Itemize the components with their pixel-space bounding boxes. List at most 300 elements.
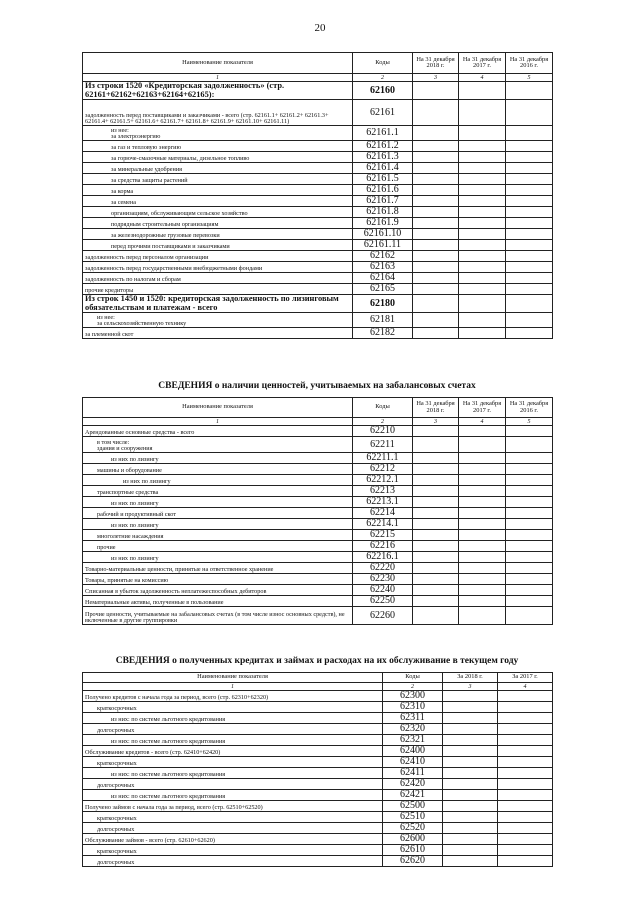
value-cell[interactable] bbox=[413, 596, 459, 607]
row-label: из них по лизингу bbox=[83, 552, 353, 563]
value-cell[interactable] bbox=[459, 262, 506, 273]
row-code: 62421 bbox=[383, 790, 443, 801]
column-number: 5 bbox=[506, 418, 553, 426]
table-row bbox=[83, 313, 553, 328]
value-cell[interactable] bbox=[443, 691, 498, 702]
value-cell[interactable] bbox=[498, 768, 553, 779]
table-row bbox=[83, 735, 553, 746]
table-row bbox=[83, 530, 553, 541]
table-row bbox=[83, 185, 553, 196]
row-code: 62321 bbox=[383, 735, 443, 746]
page-number: 20 bbox=[314, 22, 326, 34]
table-row bbox=[83, 757, 553, 768]
row-code: 62161 bbox=[353, 100, 413, 126]
value-cell[interactable] bbox=[498, 801, 553, 812]
row-code: 62216 bbox=[353, 541, 413, 552]
value-cell[interactable] bbox=[459, 284, 506, 295]
value-cell[interactable] bbox=[413, 141, 459, 152]
row-label: из них: по системе льготного кредитования bbox=[83, 735, 383, 746]
value-cell[interactable] bbox=[459, 541, 506, 552]
column-number: 4 bbox=[459, 418, 506, 426]
header-2018: На 31 декабря 2018 г. bbox=[413, 398, 459, 418]
row-label: многолетние насаждения bbox=[83, 530, 353, 541]
row-label: краткосрочных bbox=[83, 812, 383, 823]
value-cell[interactable] bbox=[506, 185, 553, 196]
value-cell[interactable] bbox=[413, 174, 459, 185]
column-number: 1 bbox=[83, 418, 353, 426]
value-cell[interactable] bbox=[443, 845, 498, 856]
value-cell[interactable] bbox=[459, 464, 506, 475]
column-number: 4 bbox=[459, 74, 506, 82]
value-cell[interactable] bbox=[413, 218, 459, 229]
table-row bbox=[83, 552, 553, 563]
row-label: Получено займов с начала года за период, всего (стр. 62510+62520) bbox=[83, 801, 383, 812]
value-cell[interactable] bbox=[459, 218, 506, 229]
row-label: из них по лизингу bbox=[83, 497, 353, 508]
row-label: из них по лизингу bbox=[83, 453, 353, 464]
table-row bbox=[83, 691, 553, 702]
value-cell[interactable] bbox=[413, 530, 459, 541]
table-row bbox=[83, 218, 553, 229]
row-label: задолженность по налогам и сборам bbox=[83, 273, 353, 284]
row-code: 62250 bbox=[353, 596, 413, 607]
value-cell[interactable] bbox=[459, 585, 506, 596]
row-label: за племенной скот bbox=[83, 328, 353, 339]
value-cell[interactable] bbox=[443, 713, 498, 724]
value-cell[interactable] bbox=[459, 207, 506, 218]
value-cell[interactable] bbox=[506, 607, 553, 625]
value-cell[interactable] bbox=[506, 218, 553, 229]
row-label: долгосрочных bbox=[83, 779, 383, 790]
table-row bbox=[83, 207, 553, 218]
row-code: 62161.11 bbox=[353, 240, 413, 251]
table-row bbox=[83, 596, 553, 607]
value-cell[interactable] bbox=[413, 163, 459, 174]
row-label: за горюче-смазочные материалы, дизельное топливо bbox=[83, 152, 353, 163]
value-cell[interactable] bbox=[443, 801, 498, 812]
table-row bbox=[83, 563, 553, 574]
value-cell[interactable] bbox=[459, 240, 506, 251]
value-cell[interactable] bbox=[506, 574, 553, 585]
value-cell[interactable] bbox=[459, 141, 506, 152]
value-cell[interactable] bbox=[506, 453, 553, 464]
value-cell[interactable] bbox=[459, 313, 506, 328]
value-cell[interactable] bbox=[506, 196, 553, 207]
value-cell[interactable] bbox=[413, 207, 459, 218]
row-label: за корма bbox=[83, 185, 353, 196]
table-row bbox=[83, 437, 553, 453]
table-row bbox=[83, 464, 553, 475]
section-title-off-balance: СВЕДЕНИЯ о наличии ценностей, учитываемых на забалансовых счетах bbox=[158, 381, 476, 391]
value-cell[interactable] bbox=[498, 823, 553, 834]
value-cell[interactable] bbox=[459, 185, 506, 196]
section-title-credits: СВЕДЕНИЯ о полученных кредитах и займах и расходах на их обслуживание в текущем году bbox=[115, 656, 519, 666]
row-code: 62161.5 bbox=[353, 174, 413, 185]
row-code: 62230 bbox=[353, 574, 413, 585]
row-label: за минеральные удобрения bbox=[83, 163, 353, 174]
value-cell[interactable] bbox=[443, 724, 498, 735]
value-cell[interactable] bbox=[413, 585, 459, 596]
value-cell[interactable] bbox=[506, 100, 553, 126]
table-row bbox=[83, 426, 553, 437]
row-label: из них: по системе льготного кредитования bbox=[83, 768, 383, 779]
value-cell[interactable] bbox=[506, 174, 553, 185]
value-cell[interactable] bbox=[459, 607, 506, 625]
table-row bbox=[83, 475, 553, 486]
value-cell[interactable] bbox=[413, 508, 459, 519]
value-cell[interactable] bbox=[459, 174, 506, 185]
header-2017: На 31 декабря 2017 г. bbox=[459, 53, 506, 74]
row-label: прочие кредиторы bbox=[83, 284, 353, 295]
row-label: Товарно-материальные ценности, принятые на ответственное хранение bbox=[83, 563, 353, 574]
row-label: долгосрочных bbox=[83, 823, 383, 834]
row-label: из нее: за сельскохозяйственную технику bbox=[83, 313, 353, 328]
row-label: за железнодорожные грузовые перевозки bbox=[83, 229, 353, 240]
value-cell[interactable] bbox=[506, 273, 553, 284]
value-cell[interactable] bbox=[498, 779, 553, 790]
table-row bbox=[83, 486, 553, 497]
value-cell[interactable] bbox=[459, 552, 506, 563]
header-name: Наименование показателя bbox=[83, 398, 353, 418]
value-cell[interactable] bbox=[413, 313, 459, 328]
value-cell[interactable] bbox=[459, 328, 506, 339]
column-numbers-row bbox=[83, 683, 553, 691]
row-code: 62210 bbox=[353, 426, 413, 437]
value-cell[interactable] bbox=[506, 426, 553, 437]
value-cell[interactable] bbox=[506, 229, 553, 240]
value-cell[interactable] bbox=[459, 295, 506, 313]
value-cell[interactable] bbox=[498, 790, 553, 801]
row-code: 62620 bbox=[383, 856, 443, 867]
row-label: из них по лизингу bbox=[83, 519, 353, 530]
value-cell[interactable] bbox=[443, 779, 498, 790]
value-cell[interactable] bbox=[413, 295, 459, 313]
header-name: Наименование показателя bbox=[83, 53, 353, 74]
value-cell[interactable] bbox=[443, 856, 498, 867]
column-number: 3 bbox=[443, 683, 498, 691]
row-code: 62161.1 bbox=[353, 126, 413, 141]
table-row bbox=[83, 174, 553, 185]
row-code: 62510 bbox=[383, 812, 443, 823]
value-cell[interactable] bbox=[459, 163, 506, 174]
value-cell[interactable] bbox=[413, 574, 459, 585]
value-cell[interactable] bbox=[459, 519, 506, 530]
row-label: прочие bbox=[83, 541, 353, 552]
value-cell[interactable] bbox=[506, 251, 553, 262]
value-cell[interactable] bbox=[506, 519, 553, 530]
value-cell[interactable] bbox=[506, 152, 553, 163]
table-row bbox=[83, 497, 553, 508]
header-2017: За 2017 г. bbox=[498, 673, 553, 683]
value-cell[interactable] bbox=[498, 713, 553, 724]
value-cell[interactable] bbox=[413, 82, 459, 100]
table-row bbox=[83, 453, 553, 464]
row-label: долгосрочных bbox=[83, 724, 383, 735]
row-code: 62311 bbox=[383, 713, 443, 724]
value-cell[interactable] bbox=[506, 141, 553, 152]
table-row bbox=[83, 100, 553, 126]
value-cell[interactable] bbox=[413, 426, 459, 437]
value-cell[interactable] bbox=[413, 437, 459, 453]
row-code: 62181 bbox=[353, 313, 413, 328]
header-2018: На 31 декабря 2018 г. bbox=[413, 53, 459, 74]
row-code: 62211 bbox=[353, 437, 413, 453]
value-cell[interactable] bbox=[506, 508, 553, 519]
table-row bbox=[83, 856, 553, 867]
value-cell[interactable] bbox=[413, 100, 459, 126]
row-code: 62213.1 bbox=[353, 497, 413, 508]
row-label: задолженность перед персоналом организации bbox=[83, 251, 353, 262]
table-row bbox=[83, 541, 553, 552]
row-label: за семена bbox=[83, 196, 353, 207]
table-row bbox=[83, 284, 553, 295]
value-cell[interactable] bbox=[498, 834, 553, 845]
value-cell[interactable] bbox=[506, 163, 553, 174]
row-label: машины и оборудование bbox=[83, 464, 353, 475]
column-numbers-row bbox=[83, 418, 553, 426]
column-numbers-row bbox=[83, 74, 553, 82]
value-cell[interactable] bbox=[413, 152, 459, 163]
row-label: Прочие ценности, учитываемые на забалансовых счетах (в том числе износ основных средств), не включенные в другие группировки bbox=[83, 607, 353, 625]
row-label: Из строк 1450 и 1520: кредиторская задолженность по лизинговым обязательствам и платежам - всего bbox=[83, 295, 353, 313]
row-label: Товары, принятые на комиссию bbox=[83, 574, 353, 585]
row-code: 62161.3 bbox=[353, 152, 413, 163]
value-cell[interactable] bbox=[506, 126, 553, 141]
value-cell[interactable] bbox=[506, 262, 553, 273]
table-row bbox=[83, 273, 553, 284]
row-label: Обслуживание кредитов - всего (стр. 62410+62420) bbox=[83, 746, 383, 757]
row-code: 62300 bbox=[383, 691, 443, 702]
row-label: из нее: за электроэнергию bbox=[83, 126, 353, 141]
table-row bbox=[83, 519, 553, 530]
column-number: 2 bbox=[383, 683, 443, 691]
row-label: краткосрочных bbox=[83, 702, 383, 713]
value-cell[interactable] bbox=[506, 541, 553, 552]
row-label: долгосрочных bbox=[83, 856, 383, 867]
value-cell[interactable] bbox=[459, 508, 506, 519]
row-code: 62164 bbox=[353, 273, 413, 284]
value-cell[interactable] bbox=[459, 251, 506, 262]
credits-table bbox=[82, 672, 553, 867]
row-code: 62161.7 bbox=[353, 196, 413, 207]
value-cell[interactable] bbox=[506, 284, 553, 295]
row-code: 62214 bbox=[353, 508, 413, 519]
row-code: 62410 bbox=[383, 757, 443, 768]
value-cell[interactable] bbox=[413, 453, 459, 464]
value-cell[interactable] bbox=[498, 845, 553, 856]
row-label: за газ и тепловую энергию bbox=[83, 141, 353, 152]
value-cell[interactable] bbox=[443, 834, 498, 845]
table-row bbox=[83, 768, 553, 779]
value-cell[interactable] bbox=[498, 735, 553, 746]
value-cell[interactable] bbox=[506, 295, 553, 313]
row-code: 62310 bbox=[383, 702, 443, 713]
value-cell[interactable] bbox=[459, 574, 506, 585]
value-cell[interactable] bbox=[506, 552, 553, 563]
value-cell[interactable] bbox=[459, 273, 506, 284]
value-cell[interactable] bbox=[459, 453, 506, 464]
header-code: Коды bbox=[353, 398, 413, 418]
value-cell[interactable] bbox=[413, 251, 459, 262]
table-row bbox=[83, 328, 553, 339]
row-label: в том числе: здания и сооружения bbox=[83, 437, 353, 453]
value-cell[interactable] bbox=[459, 229, 506, 240]
row-label: Обслуживание займов - всего (стр. 62610+62620) bbox=[83, 834, 383, 845]
value-cell[interactable] bbox=[506, 328, 553, 339]
row-label: задолженность перед поставщиками и заказчиками - всего (стр. 62161.1+ 62161.2+ 62161.3+ 62161.4+ 62161.5+ 62161.6+ 62161.7+ 62161.8+ 62161.9+ 62161.10+ 62161.11) bbox=[83, 100, 353, 126]
value-cell[interactable] bbox=[498, 746, 553, 757]
value-cell[interactable] bbox=[506, 313, 553, 328]
row-label: из них: по системе льготного кредитования bbox=[83, 713, 383, 724]
table-row bbox=[83, 82, 553, 100]
row-label: Нематериальные активы, полученные в пользование bbox=[83, 596, 353, 607]
value-cell[interactable] bbox=[413, 229, 459, 240]
column-number: 1 bbox=[83, 683, 383, 691]
value-cell[interactable] bbox=[498, 691, 553, 702]
value-cell[interactable] bbox=[413, 328, 459, 339]
value-cell[interactable] bbox=[413, 185, 459, 196]
row-code: 62211.1 bbox=[353, 453, 413, 464]
value-cell[interactable] bbox=[443, 746, 498, 757]
value-cell[interactable] bbox=[443, 757, 498, 768]
row-label: из них: по системе льготного кредитования bbox=[83, 790, 383, 801]
table-row bbox=[83, 508, 553, 519]
value-cell[interactable] bbox=[459, 82, 506, 100]
row-code: 62212.1 bbox=[353, 475, 413, 486]
value-cell[interactable] bbox=[413, 475, 459, 486]
value-cell[interactable] bbox=[413, 519, 459, 530]
table-row bbox=[83, 607, 553, 625]
value-cell[interactable] bbox=[459, 497, 506, 508]
header-code: Коды bbox=[383, 673, 443, 683]
value-cell[interactable] bbox=[498, 856, 553, 867]
header-2017: На 31 декабря 2017 г. bbox=[459, 398, 506, 418]
table-row bbox=[83, 845, 553, 856]
value-cell[interactable] bbox=[413, 262, 459, 273]
value-cell[interactable] bbox=[506, 475, 553, 486]
value-cell[interactable] bbox=[459, 486, 506, 497]
value-cell[interactable] bbox=[459, 530, 506, 541]
table-row bbox=[83, 801, 553, 812]
column-number: 3 bbox=[413, 74, 459, 82]
column-number: 1 bbox=[83, 74, 353, 82]
row-code: 62260 bbox=[353, 607, 413, 625]
value-cell[interactable] bbox=[506, 596, 553, 607]
row-code: 62163 bbox=[353, 262, 413, 273]
value-cell[interactable] bbox=[459, 426, 506, 437]
row-label: организациям, обслуживающим сельское хозяйство bbox=[83, 207, 353, 218]
header-2016: На 31 декабря 2016 г. bbox=[506, 53, 553, 74]
value-cell[interactable] bbox=[459, 437, 506, 453]
value-cell[interactable] bbox=[413, 240, 459, 251]
table-row bbox=[83, 295, 553, 313]
row-code: 62500 bbox=[383, 801, 443, 812]
value-cell[interactable] bbox=[498, 724, 553, 735]
value-cell[interactable] bbox=[506, 530, 553, 541]
table-row bbox=[83, 262, 553, 273]
value-cell[interactable] bbox=[413, 273, 459, 284]
value-cell[interactable] bbox=[443, 702, 498, 713]
row-code: 62160 bbox=[353, 82, 413, 100]
row-code: 62165 bbox=[353, 284, 413, 295]
value-cell[interactable] bbox=[506, 464, 553, 475]
value-cell[interactable] bbox=[413, 552, 459, 563]
value-cell[interactable] bbox=[506, 207, 553, 218]
value-cell[interactable] bbox=[498, 757, 553, 768]
value-cell[interactable] bbox=[443, 790, 498, 801]
value-cell[interactable] bbox=[443, 823, 498, 834]
value-cell[interactable] bbox=[506, 437, 553, 453]
row-label: краткосрочных bbox=[83, 757, 383, 768]
table-row bbox=[83, 574, 553, 585]
row-label: краткосрочных bbox=[83, 845, 383, 856]
value-cell[interactable] bbox=[459, 196, 506, 207]
value-cell[interactable] bbox=[459, 100, 506, 126]
row-code: 62182 bbox=[353, 328, 413, 339]
table-row bbox=[83, 240, 553, 251]
value-cell[interactable] bbox=[413, 464, 459, 475]
row-code: 62161.6 bbox=[353, 185, 413, 196]
value-cell[interactable] bbox=[413, 541, 459, 552]
value-cell[interactable] bbox=[459, 152, 506, 163]
value-cell[interactable] bbox=[443, 768, 498, 779]
row-label: из них по лизингу bbox=[83, 475, 353, 486]
value-cell[interactable] bbox=[506, 486, 553, 497]
column-number: 5 bbox=[506, 74, 553, 82]
row-code: 62215 bbox=[353, 530, 413, 541]
row-code: 62520 bbox=[383, 823, 443, 834]
value-cell[interactable] bbox=[443, 735, 498, 746]
value-cell[interactable] bbox=[506, 240, 553, 251]
table-row bbox=[83, 163, 553, 174]
value-cell[interactable] bbox=[506, 497, 553, 508]
column-number: 2 bbox=[353, 74, 413, 82]
table-row bbox=[83, 251, 553, 262]
row-code: 62214.1 bbox=[353, 519, 413, 530]
value-cell[interactable] bbox=[506, 82, 553, 100]
value-cell[interactable] bbox=[413, 497, 459, 508]
value-cell[interactable] bbox=[506, 585, 553, 596]
value-cell[interactable] bbox=[443, 812, 498, 823]
value-cell[interactable] bbox=[459, 563, 506, 574]
value-cell[interactable] bbox=[498, 702, 553, 713]
value-cell[interactable] bbox=[413, 284, 459, 295]
value-cell[interactable] bbox=[413, 196, 459, 207]
value-cell[interactable] bbox=[498, 812, 553, 823]
table-row bbox=[83, 702, 553, 713]
value-cell[interactable] bbox=[506, 563, 553, 574]
row-label: Получено кредитов с начала года за период, всего (стр. 62310+62320) bbox=[83, 691, 383, 702]
row-label: Арендованные основные средства - всего bbox=[83, 426, 353, 437]
row-label: Из строки 1520 «Кредиторская задолженность» (стр. 62161+62162+62163+62164+62165): bbox=[83, 82, 353, 100]
table-row bbox=[83, 779, 553, 790]
value-cell[interactable] bbox=[413, 486, 459, 497]
value-cell[interactable] bbox=[459, 596, 506, 607]
value-cell[interactable] bbox=[459, 126, 506, 141]
row-label: подрядным строительным организациям bbox=[83, 218, 353, 229]
value-cell[interactable] bbox=[413, 607, 459, 625]
column-number: 2 bbox=[353, 418, 413, 426]
table-row bbox=[83, 746, 553, 757]
value-cell[interactable] bbox=[413, 126, 459, 141]
value-cell[interactable] bbox=[459, 475, 506, 486]
header-2018: За 2018 г. bbox=[443, 673, 498, 683]
row-code: 62220 bbox=[353, 563, 413, 574]
row-label: задолженность перед государственными внебюджетными фондами bbox=[83, 262, 353, 273]
value-cell[interactable] bbox=[413, 563, 459, 574]
table-row bbox=[83, 229, 553, 240]
row-code: 62161.9 bbox=[353, 218, 413, 229]
